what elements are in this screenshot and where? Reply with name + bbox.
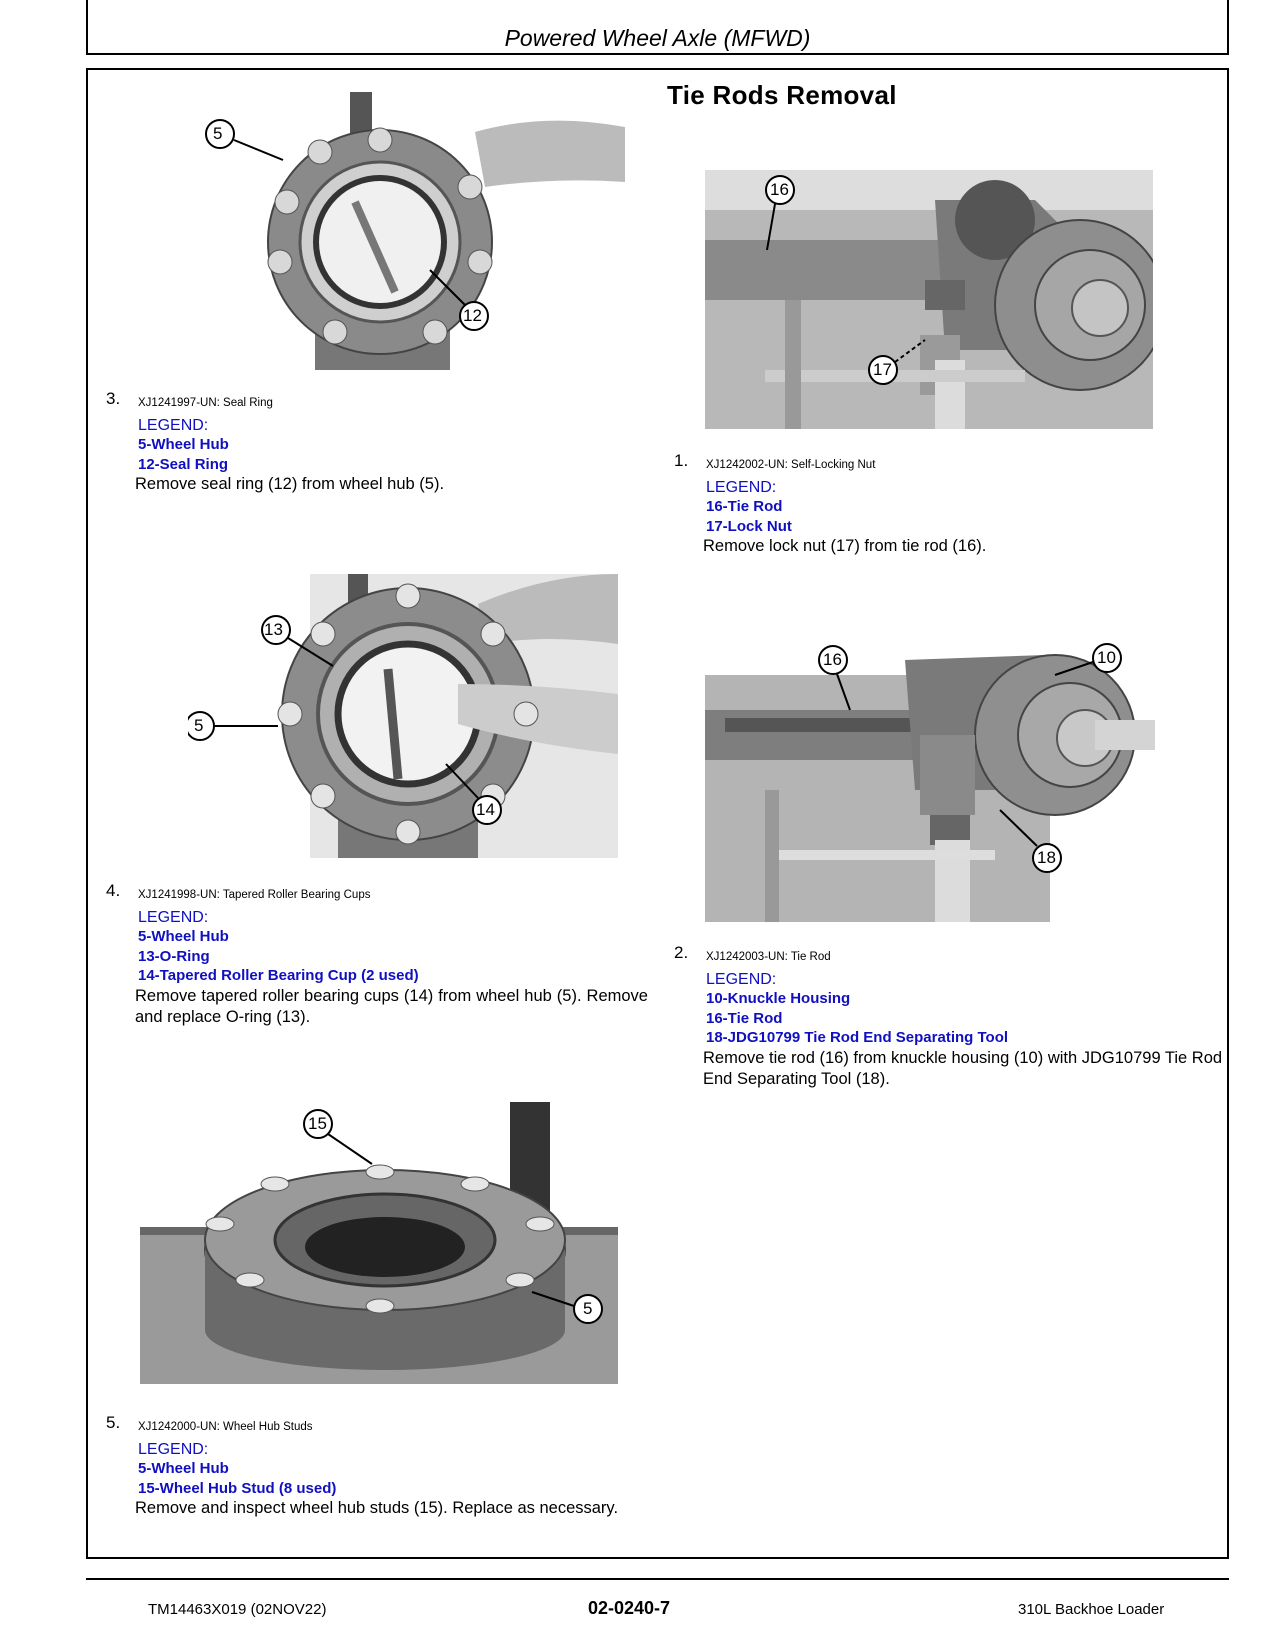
step-2 bbox=[674, 943, 1226, 1090]
figure-id: XJ1242002-UN: Self-Locking Nut bbox=[706, 459, 876, 471]
legend-title: LEGEND: bbox=[138, 1440, 209, 1458]
legend-item: 14-Tapered Roller Bearing Cup (2 used) bbox=[138, 967, 419, 984]
callout-18: 18 bbox=[1037, 848, 1056, 867]
photo-seal-ring bbox=[205, 92, 625, 370]
legend-item: 5-Wheel Hub bbox=[138, 928, 229, 945]
legend-item: 17-Lock Nut bbox=[706, 517, 792, 535]
instruction: Remove tie rod (16) from knuckle housing (10) with JDG10799 Tie Rod End Separating Tool (18). bbox=[703, 1048, 1223, 1088]
legend-item: 5-Wheel Hub bbox=[138, 1460, 229, 1477]
footer-model: 310L Backhoe Loader bbox=[1018, 1601, 1165, 1618]
footer-page-number: 02-0240-7 bbox=[588, 1598, 671, 1618]
legend-item: 13-O-Ring bbox=[138, 947, 210, 965]
footer-doc-id: TM14463X019 (02NOV22) bbox=[148, 1601, 327, 1618]
callout-13: 13 bbox=[264, 620, 283, 639]
legend-title: LEGEND: bbox=[138, 908, 209, 926]
instruction: Remove and inspect wheel hub studs (15). Replace as necessary. bbox=[135, 1499, 619, 1517]
instruction: Remove lock nut (17) from tie rod (16). bbox=[703, 537, 987, 555]
step-5 bbox=[106, 1413, 648, 1519]
callout-16: 16 bbox=[770, 180, 789, 199]
instruction: Remove tapered roller bearing cups (14) from wheel hub (5). Remove and replace O-ring (13). bbox=[135, 986, 648, 1026]
photo-wheel-hub-studs bbox=[140, 1102, 618, 1384]
page-header bbox=[86, 0, 1229, 55]
header-title: Powered Wheel Axle (MFWD) bbox=[504, 25, 811, 51]
step-4 bbox=[106, 881, 648, 1028]
figure-id: XJ1241997-UN: Seal Ring bbox=[138, 397, 273, 409]
step-number: 3. bbox=[106, 389, 121, 408]
callout-5: 5 bbox=[194, 716, 204, 735]
photo-self-locking-nut bbox=[705, 170, 1153, 429]
legend-title: LEGEND: bbox=[706, 970, 777, 988]
legend-item: 5-Wheel Hub bbox=[138, 436, 229, 453]
legend-item: 16-Tie Rod bbox=[706, 1009, 783, 1027]
legend-title: LEGEND: bbox=[138, 416, 209, 434]
footer-rule bbox=[86, 1578, 1229, 1580]
figure-id: XJ1242000-UN: Wheel Hub Studs bbox=[138, 1421, 313, 1433]
legend-item: 15-Wheel Hub Stud (8 used) bbox=[138, 1479, 337, 1497]
section-title: Tie Rods Removal bbox=[667, 80, 897, 110]
callout-17: 17 bbox=[873, 360, 892, 379]
step-number: 5. bbox=[106, 1413, 121, 1432]
legend-item: 10-Knuckle Housing bbox=[706, 990, 851, 1007]
callout-15: 15 bbox=[308, 1114, 327, 1133]
callout-10: 10 bbox=[1097, 648, 1116, 667]
figure-id: XJ1242003-UN: Tie Rod bbox=[706, 951, 831, 963]
legend-item: 16-Tie Rod bbox=[706, 498, 783, 515]
instruction: Remove seal ring (12) from wheel hub (5). bbox=[135, 475, 445, 493]
callout-16: 16 bbox=[823, 650, 842, 669]
photo-tie-rod bbox=[705, 640, 1175, 922]
callout-5: 5 bbox=[213, 124, 223, 143]
callout-5: 5 bbox=[583, 1299, 593, 1318]
callout-12: 12 bbox=[463, 306, 482, 325]
figure-id: XJ1241998-UN: Tapered Roller Bearing Cups bbox=[138, 889, 371, 901]
callout-14: 14 bbox=[476, 800, 495, 819]
step-number: 4. bbox=[106, 881, 121, 900]
legend-title: LEGEND: bbox=[706, 478, 777, 496]
step-number: 2. bbox=[674, 943, 689, 962]
legend-item: 12-Seal Ring bbox=[138, 455, 229, 473]
photo-bearing-cups bbox=[188, 574, 618, 858]
step-number: 1. bbox=[674, 451, 689, 470]
step-1 bbox=[674, 451, 1226, 557]
step-3 bbox=[106, 389, 648, 495]
legend-item: 18-JDG10799 Tie Rod End Separating Tool bbox=[706, 1029, 1009, 1046]
